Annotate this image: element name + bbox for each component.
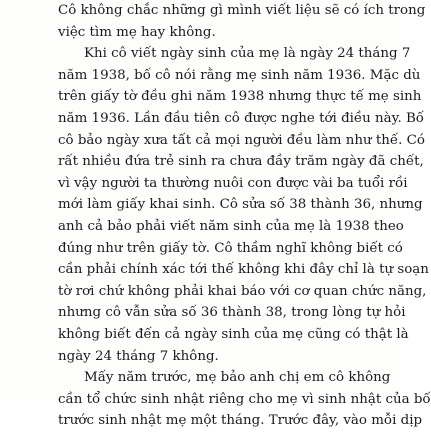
text-line: Khi cô viết ngày sinh của mẹ là ngày 24 tháng 7 — [84, 46, 411, 62]
text-line: năm 1938, bố cô nói rằng mẹ sinh năm 1936. Mặc dù — [58, 67, 421, 83]
text-line: cô bảo ngày xưa tất cả mọi người đều làm như thế. Có — [58, 132, 425, 148]
body-text — [58, 0, 431, 432]
text-line: mới làm giấy khai sinh. Cô sửa số 38 thành 36, nhưng — [58, 197, 423, 213]
text-line: trên giấy tờ đều ghi năm 1938 nhưng thực tế mẹ sinh — [58, 89, 422, 105]
text-line: nhưng cô vẫn sửa số 36 thành 38, trong lòng tự hỏi — [58, 305, 406, 321]
text-line: Mấy năm trước, mẹ bảo anh chị em cô không — [84, 370, 391, 386]
text-line: anh cả bảo phải viết năm sinh của mẹ là 1938 theo — [58, 218, 404, 234]
text-line: đúng như trên giấy tờ. Cô thầm nghĩ không biết có — [58, 240, 403, 256]
paragraph — [58, 0, 426, 43]
text-line: tờ rơi chứ không phải khai báo với cơ quan chức năng, — [58, 283, 427, 299]
text-line: rất nhiều đứa trẻ sinh ra chưa đầy trăm ngày đã chết, — [58, 154, 424, 170]
paragraph — [58, 367, 431, 432]
text-line: năm 1936. Lần đầu tiên cô được nghe tới điều này. Bố — [58, 110, 424, 126]
text-line: cần tổ chức sinh nhật riêng cho mẹ vì sinh nhật của bố — [58, 391, 431, 407]
text-line: việc tìm mẹ hay không. — [58, 24, 216, 40]
text-line: không biết đến cả ngày sinh của mẹ cũng có thật là — [58, 326, 409, 342]
text-line: Cô không chắc những gì mình viết liệu sẽ có ích trong — [58, 3, 426, 18]
text-line: ngày 24 tháng 7 không. — [58, 348, 219, 364]
text-line: trước sinh nhật mẹ một tháng. Trước đây, vào mỗi dịp — [58, 413, 423, 429]
text-line: vì vậy người ta thường nuôi con được vài ba tuổi rồi — [58, 175, 408, 191]
text-line: cần phải chính xác tới thế không khi đây chỉ là tự soạn — [58, 262, 429, 278]
paragraph — [58, 43, 429, 367]
